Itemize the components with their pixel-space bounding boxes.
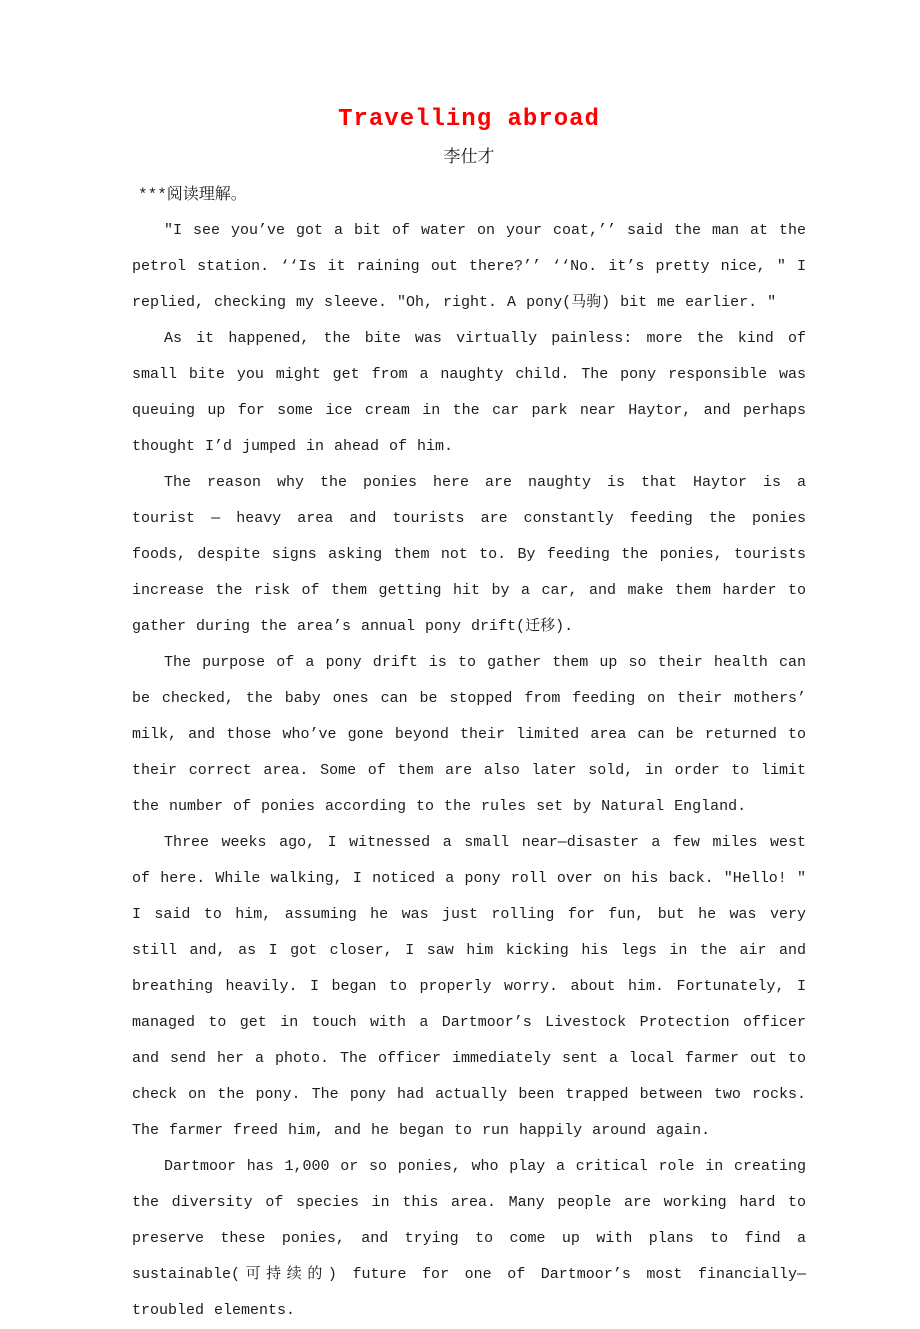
paragraph: Dartmoor has 1,000 or so ponies, who play a critical role in creating the diversity of species in this area. Many people are working hard to preserve these ponies, and trying to come up with plans to find a sustainable(可持续的) future for one of Dartmoor’s most financially—troubled elements. [132,1158,806,1319]
paragraph: The reason why the ponies here are naughty is that Haytor is a tourist — heavy area and tourists are constantly feeding the ponies foods, despite signs asking them not to. By feeding the ponies, tourists increase the risk of them getting hit by a car, and make them harder to gather during the area’s annual pony drift(迁移). [132,474,806,635]
author-name: 李仕才 [443,149,495,168]
document-title: Travelling abroad [338,106,600,133]
passage-body [132,213,806,1329]
paragraph: "I see you’ve got a bit of water on your coat,’’ said the man at the petrol station. ‘‘Is it raining out there?’’ ‘‘No. it’s pretty nice, " I replied, checking my sleeve. "Oh, right. A pony(马驹) bit me earlier. " [132,222,806,311]
paragraph: Three weeks ago, I witnessed a small near—disaster a few miles west of here. While walking, I noticed a pony roll over on his back. "Hello! " I said to him, assuming he was just rolling for fun, but he was very still and, as I got closer, I saw him kicking his legs in the air and breathing heavily. I began to properly worry. about him. Fortunately, I managed to get in touch with a Dartmoor’s Livestock Protection officer and send her a photo. The officer immediately sent a local farmer out to check on the pony. The pony had actually been trapped between two rocks. The farmer freed him, and he began to run happily around again. [132,834,806,1139]
paragraph: The purpose of a pony drift is to gather them up so their health can be checked, the baby ones can be stopped from feeding on their mothers’ milk, and those who’ve gone beyond their limited area can be returned to their correct area. Some of them are also later sold, in order to limit the number of ponies according to the rules set by Natural England. [132,654,806,815]
paragraph: As it happened, the bite was virtually painless: more the kind of small bite you might get from a naughty child. The pony responsible was queuing up for some ice cream in the car park near Haytor, and perhaps thought I’d jumped in ahead of him. [132,330,806,455]
section-label: ***阅读理解。 [138,186,247,204]
